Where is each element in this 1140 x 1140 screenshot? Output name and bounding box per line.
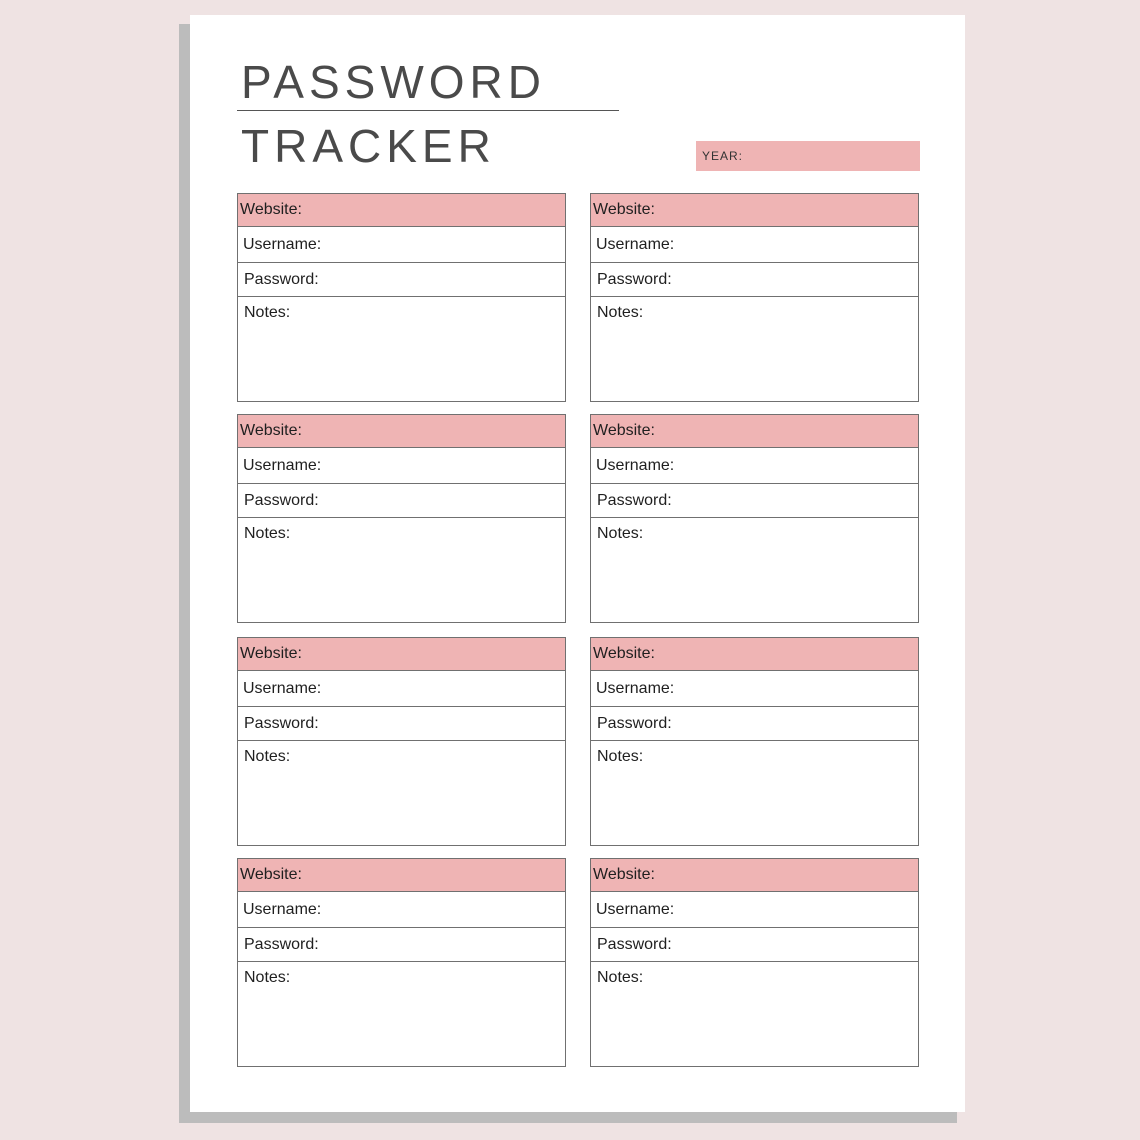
printable-sheet <box>190 15 965 1112</box>
username-label: Username: <box>243 235 322 253</box>
username-label: Username: <box>243 900 322 918</box>
notes-label: Notes: <box>597 748 644 765</box>
notes-field[interactable] <box>591 741 918 845</box>
password-field[interactable] <box>591 263 918 297</box>
username-field[interactable] <box>238 892 565 928</box>
title-line-1: PASSWORD <box>241 56 546 108</box>
password-label: Password: <box>244 491 319 509</box>
year-label: YEAR: <box>702 149 744 163</box>
title-divider <box>237 110 619 111</box>
website-field[interactable] <box>591 638 918 671</box>
username-field[interactable] <box>238 671 565 707</box>
entry-card-1 <box>237 193 566 402</box>
entry-card-7 <box>237 858 566 1067</box>
username-label: Username: <box>596 900 675 918</box>
website-label: Website: <box>593 201 655 218</box>
username-field[interactable] <box>238 448 565 484</box>
website-field[interactable] <box>238 859 565 892</box>
notes-field[interactable] <box>238 518 565 622</box>
password-field[interactable] <box>238 484 565 518</box>
username-field[interactable] <box>591 227 918 263</box>
website-field[interactable] <box>591 194 918 227</box>
password-field[interactable] <box>591 928 918 962</box>
notes-label: Notes: <box>244 304 291 321</box>
website-label: Website: <box>593 422 655 439</box>
password-label: Password: <box>244 935 319 953</box>
notes-label: Notes: <box>597 969 644 986</box>
password-label: Password: <box>597 491 672 509</box>
notes-field[interactable] <box>591 297 918 401</box>
website-field[interactable] <box>591 415 918 448</box>
username-label: Username: <box>596 679 675 697</box>
website-label: Website: <box>593 645 655 662</box>
username-label: Username: <box>596 456 675 474</box>
notes-field[interactable] <box>238 962 565 1066</box>
notes-label: Notes: <box>244 969 291 986</box>
entry-card-8 <box>590 858 919 1067</box>
notes-field[interactable] <box>591 962 918 1066</box>
password-label: Password: <box>244 714 319 732</box>
entry-card-2 <box>590 193 919 402</box>
username-field[interactable] <box>238 227 565 263</box>
username-label: Username: <box>243 456 322 474</box>
website-field[interactable] <box>238 194 565 227</box>
website-field[interactable] <box>238 415 565 448</box>
title-line-2: TRACKER <box>241 120 496 172</box>
entry-card-3 <box>237 414 566 623</box>
website-label: Website: <box>240 866 302 883</box>
notes-field[interactable] <box>238 297 565 401</box>
entry-card-4 <box>590 414 919 623</box>
entry-card-6 <box>590 637 919 846</box>
username-field[interactable] <box>591 892 918 928</box>
password-field[interactable] <box>591 484 918 518</box>
website-field[interactable] <box>238 638 565 671</box>
website-label: Website: <box>593 866 655 883</box>
password-label: Password: <box>597 270 672 288</box>
notes-field[interactable] <box>591 518 918 622</box>
password-field[interactable] <box>238 707 565 741</box>
password-label: Password: <box>597 935 672 953</box>
username-field[interactable] <box>591 671 918 707</box>
password-label: Password: <box>244 270 319 288</box>
notes-label: Notes: <box>597 525 644 542</box>
entry-card-5 <box>237 637 566 846</box>
username-label: Username: <box>243 679 322 697</box>
password-field[interactable] <box>238 263 565 297</box>
website-label: Website: <box>240 422 302 439</box>
password-field[interactable] <box>238 928 565 962</box>
username-label: Username: <box>596 235 675 253</box>
notes-field[interactable] <box>238 741 565 845</box>
notes-label: Notes: <box>244 748 291 765</box>
website-label: Website: <box>240 201 302 218</box>
year-field[interactable] <box>696 141 920 171</box>
website-field[interactable] <box>591 859 918 892</box>
username-field[interactable] <box>591 448 918 484</box>
notes-label: Notes: <box>597 304 644 321</box>
password-label: Password: <box>597 714 672 732</box>
password-field[interactable] <box>591 707 918 741</box>
notes-label: Notes: <box>244 525 291 542</box>
website-label: Website: <box>240 645 302 662</box>
